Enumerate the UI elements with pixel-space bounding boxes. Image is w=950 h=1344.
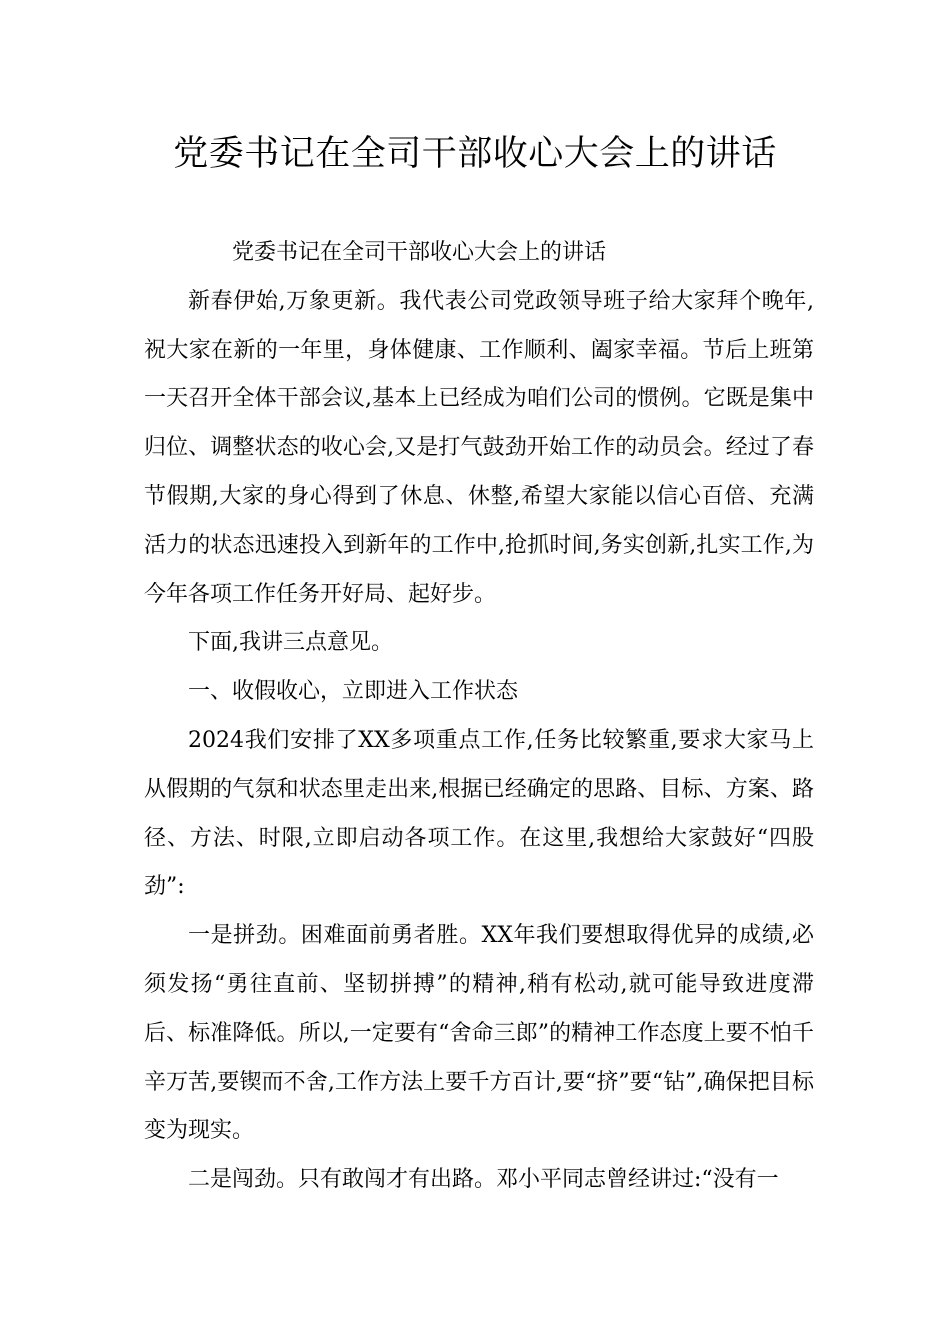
document-subtitle: 党委书记在全司干部收心大会上的讲话 xyxy=(232,240,607,265)
paragraph: 下面,我讲三点意见。 xyxy=(188,630,393,656)
paragraph: 一是拼劲。困难面前勇者胜。XX年我们要想取得优异的成绩,必须发扬“勇往直前、坚韧拼搏”的精神,稍有松动,就可能导致进度滞后、标准降低。所以,一定要有“舍命三郎”的精神工作态度上要不怕千辛万苦,要锲而不舍,工作方法上要千方百计,要“挤”要“钻”,确保把目标变为现实。 xyxy=(144,923,814,1144)
paragraph: 2024我们安排了XX多项重点工作,任务比较繁重,要求大家马上从假期的气氛和状态里走出来,根据已经确定的思路、目标、方案、路径、方法、时限,立即启动各项工作。在这里,我想给大家鼓好“四股劲”: xyxy=(144,727,814,900)
document-title: 党委书记在全司干部收心大会上的讲话 xyxy=(173,134,777,174)
paragraph: 二是闯劲。只有敢闯才有出路。邓小平同志曾经讲过:“没有一 xyxy=(188,1167,779,1193)
section-heading: 一、收假收心，立即进入工作状态 xyxy=(188,679,519,705)
document-body xyxy=(144,229,814,1205)
paragraph: 新春伊始,万象更新。我代表公司党政领导班子给大家拜个晚年,祝大家在新的一年里，身体健康、工作顺利、阖家幸福。节后上班第一天召开全体干部会议,基本上已经成为咱们公司的惯例。它既是集中归位、调整状态的收心会,又是打气鼓劲开始工作的动员会。经过了春节假期,大家的身心得到了休息、休整,希望大家能以信心百倍、充满活力的状态迅速投入到新年的工作中,抢抓时间,务实创新,扎实工作,为今年各项工作任务开好局、起好步。 xyxy=(144,288,814,607)
